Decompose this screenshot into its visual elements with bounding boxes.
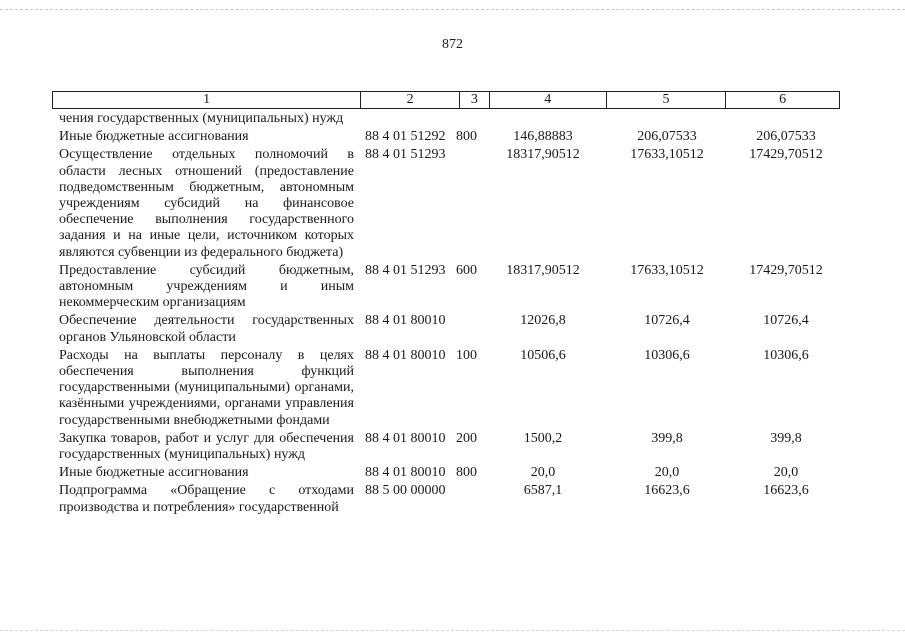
row-expense-type: 800 [456,465,477,481]
row-value-col4: 20,0 [530,465,556,481]
row-expense-type [456,147,488,260]
row-code: 88 5 00 00000 [365,483,446,499]
row-code: 88 4 01 80010 [365,465,446,481]
table-row [59,465,849,481]
row-value-col4: 12026,8 [520,313,566,329]
header-col-5: 5 [607,92,727,108]
header-col-4: 4 [490,92,607,108]
table-row [59,348,849,429]
row-value-col6: 206,07533 [756,129,816,145]
row-value-col5: 10306,6 [644,347,690,363]
row-value-col5: 17633,10512 [630,147,704,163]
row-description: Иные бюджетные ассигнования [59,129,249,145]
row-code: 88 4 01 80010 [365,347,446,363]
row-value-col5: 16623,6 [644,483,690,499]
row-description: Обеспечение деятельности государственных органов Ульяновской области [59,313,354,345]
table-row [59,129,849,145]
row-value-col4: 146,88883 [513,129,573,145]
row-code: 88 4 01 51293 [365,147,446,163]
row-value-col6: 10306,6 [763,347,809,363]
row-value-col5: 206,07533 [637,129,697,145]
page-number: 872 [442,37,463,52]
row-code: 88 4 01 51292 [365,129,446,145]
table-row [59,111,849,127]
row-value-col5: 17633,10512 [630,262,704,278]
header-col-1: 1 [53,92,361,108]
row-expense-type: 600 [456,262,477,278]
row-value-col6: 16623,6 [763,483,809,499]
table-row [59,263,849,312]
row-value-col6: 20,0 [773,465,799,481]
row-value-col5: 399,8 [651,430,683,446]
row-value-col4: 10506,6 [520,347,566,363]
table-row [59,147,849,260]
table-row [59,313,849,345]
row-description: Предоставление субсидий бюджетным, автономным учреждениям и иным некоммерческим организациям [59,262,354,311]
row-code: 88 4 01 51293 [365,262,446,278]
row-expense-type [456,483,488,515]
header-col-2: 2 [361,92,460,108]
row-expense-type [456,313,488,345]
header-col-3: 3 [460,92,490,108]
row-expense-type [456,111,488,127]
row-value-col6: 399,8 [770,430,802,446]
row-description: Расходы на выплаты персоналу в целях обеспечения выполнения функций государственными (муниципальными) органами, казёнными учреждениями, органами управления государственными внебюджетными фондами [59,347,354,428]
row-description: чения государственных (муниципальных) нужд [59,111,344,126]
row-value-col6: 10726,4 [763,313,809,329]
row-value-col4: 6587,1 [523,483,563,499]
budget-table-body [59,111,849,518]
row-expense-type: 200 [456,430,477,446]
row-description: Закупка товаров, работ и услуг для обеспечения государственных (муниципальных) нужд [59,430,354,463]
row-expense-type: 100 [456,347,477,363]
row-value-col4: 18317,90512 [506,262,580,278]
row-description: Иные бюджетные ассигнования [59,465,249,481]
table-row [59,431,849,463]
row-value-col5 [598,111,736,127]
row-value-col6 [736,111,836,127]
row-value-col5: 10726,4 [644,313,690,329]
row-code [365,111,456,127]
scan-top-edge [0,9,905,10]
row-value-col6: 17429,70512 [749,147,823,163]
row-code: 88 4 01 80010 [365,313,446,329]
table-header [52,91,840,109]
row-value-col4 [488,111,598,127]
row-value-col4: 1500,2 [523,430,563,446]
table-row [59,483,849,515]
row-value-col6: 17429,70512 [749,262,823,278]
row-expense-type: 800 [456,129,477,145]
row-value-col5: 20,0 [654,465,680,481]
row-description: Осуществление отдельных полномочий в области лесных отношений (предоставление подведомственным бюджетным, автономным учреждениям субсидий на финансовое обеспечение выполнения государственного задания и на иные цели, источником которых являются субвенции из федерального бюджета) [59,147,354,260]
row-description: Подпрограмма «Обращение с отходами производства и потребления» государственной [59,483,354,515]
scan-bottom-edge [0,630,905,631]
row-code: 88 4 01 80010 [365,430,446,446]
row-value-col4: 18317,90512 [506,147,580,163]
header-col-6: 6 [779,92,787,107]
